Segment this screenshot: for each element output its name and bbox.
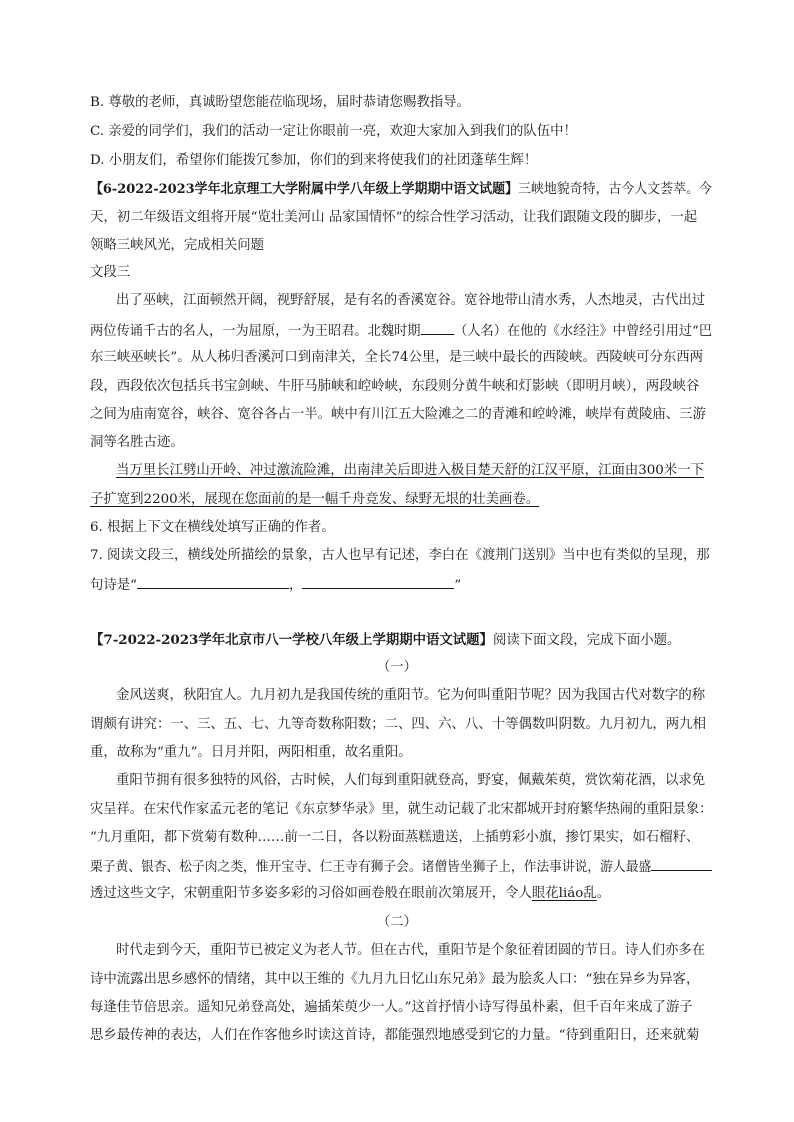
question-7-line-2 <box>90 574 461 596</box>
q7-intro: 阅读下面文段，完成下面小题。 <box>492 633 681 648</box>
author-blank[interactable] <box>421 320 455 335</box>
q7-p2-line-3: “九月重阳，都下赏菊有数种……前一二日，各以粉面蒸糕遗送，上插剪彩小旗，掺饤果实，如石榴籽、 <box>90 830 700 845</box>
q6-p1-line-3: 东三峡巫峡长”。从人秭归香溪河口到南津关，全长74公里，是三峡中最长的西陵峡。西陵峡可分东西两 <box>90 350 704 365</box>
question-7-suffix: ” <box>454 578 462 593</box>
q6-intro-1: 三峡地貌奇特，古今人文荟萃。今 <box>517 182 712 197</box>
poem-blank-2[interactable] <box>302 574 454 589</box>
q7-source: 【7-2022-2023学年北京市八一学校八年级上学期期中语文试题】 <box>90 632 493 648</box>
q6-p2-line-1: 当万里长江劈山开岭、冲过激流险滩，出南津关后即进入极目楚天舒的江汉平原，江面由300米一下 <box>116 463 704 478</box>
q7-p2-line-4 <box>90 856 712 878</box>
q7-p3-line-2: 诗中流露出思乡感怀的情绪，其中以王维的《九月九日忆山东兄弟》最为脍炙人口：“独在异乡为异客， <box>90 972 700 987</box>
question-6: 6. 根据上下文在横线处填写正确的作者。 <box>90 520 335 535</box>
q7-p2-line-1: 重阳节拥有很多独特的风俗，古时候，人们每到重阳就登高，野宴，佩戴茱萸，赏饮菊花酒，以求免 <box>116 773 706 788</box>
q7-header-line <box>90 630 680 651</box>
question-7-line-1: 7. 阅读文段三，横线处所描绘的景象，古人也早有记述，李白在《渡荆门送别》当中也有类似的呈现，那 <box>90 548 710 563</box>
q6-p2-line-2: 子扩宽到2200米，展现在您面前的是一幅千舟竞发、绿野无垠的壮美画卷。 <box>90 492 540 507</box>
q7-p2-line-5 <box>90 884 610 904</box>
q7-p1-line-1: 金风送爽，秋阳宜人。九月初九是我国传统的重阳节。它为何叫重阳节呢？因为我国古代对数字的称 <box>116 688 706 703</box>
q7-p1-line-3: 重，故称为“重九”。日月并阳，两阳相重，故名重阳。 <box>90 745 412 760</box>
poem-blank-1[interactable] <box>137 574 289 589</box>
option-c: C. 亲爱的同学们，我们的活动一定让你眼前一亮，欢迎大家加入到我们的队伍中！ <box>90 124 577 139</box>
question-7-prefix: 句诗是“ <box>90 578 138 593</box>
q6-section-title: 文段三 <box>90 265 131 280</box>
q6-intro-3: 领略三峡风光，完成相关问题 <box>90 238 265 253</box>
q7-p3-line-4: 思乡最传神的表达，人们在作客他乡时读这首诗，都能强烈地感受到它的力量。“待到重阳日，还来就菊 <box>90 1028 700 1043</box>
q6-p1-line-4: 段，西段依次包括兵书宝剑峡、牛肝马肺峡和崆岭峡，东段则分黄牛峡和灯影峡（即明月峡），两段峡谷 <box>90 379 700 394</box>
q7-p2-line-4-text: 栗子黄、银杏、松子肉之类，惟开宝寺、仁王寺有狮子会。诸僧皆坐狮子上，作法事讲说，游人最盛 <box>90 860 652 875</box>
q6-source: 【6-2022-2023学年北京理工大学附属中学八年级上学期期中语文试题】 <box>90 181 518 197</box>
q6-p1-line-6: 洞等名胜古迹。 <box>90 435 184 450</box>
punctuation-blank[interactable] <box>651 856 712 871</box>
question-7-comma: ， <box>289 578 303 593</box>
pinyin-word: 眼花liáo乱 <box>531 886 597 901</box>
q6-intro-2: 天，初二年级语文组将开展“览壮美河山 品家国情怀”的综合性学习活动，让我们跟随文段的脚步，一起 <box>90 210 698 225</box>
q6-p1-line-1: 出了巫峡，江面顿然开阔，视野舒展，是有名的香溪宽谷。宽谷地带山清水秀，人杰地灵，古代出过 <box>116 293 706 308</box>
q7-p2-line-2: 灾呈祥。在宋代作家孟元老的笔记《东京梦华录》里，就生动记载了北宋都城开封府繁华热闹的重阳景象： <box>90 802 713 817</box>
q7-p3-line-1: 时代走到今天，重阳节已被定义为老人节。但在古代，重阳节是个象征着团圆的节日。诗人们亦多在 <box>116 943 706 958</box>
option-d: D. 小朋友们，希望你们能拨冗参加，你们的到来将使我们的社团蓬荜生辉！ <box>90 153 538 168</box>
q6-p1-line-2 <box>90 320 712 342</box>
q6-header-line <box>90 179 712 200</box>
q7-section-2: （二） <box>376 915 418 930</box>
q7-section-1: （一） <box>376 660 418 675</box>
q6-p1-line-2a: 两位传诵千古的名人，一为屈原，一为王昭君。北魏时期 <box>90 324 421 339</box>
option-b: B. 尊敬的老师，真诚盼望您能莅临现场，届时恭请您赐教指导。 <box>90 95 470 110</box>
q7-p1-line-2: 谓颇有讲究：一、三、五、七、九等奇数称阳数；二、四、六、八、十等偶数叫阴数。九月初九，两九相 <box>90 717 706 732</box>
q7-p3-line-3: 每逢佳节倍思亲。遥知兄弟登高处，遍插茱萸少一人。”这首抒情小诗写得虽朴素，但千百年来成了游子 <box>90 1000 693 1015</box>
q7-p2-line-5a: 透过这些文字，宋朝重阳节多姿多彩的习俗如画卷般在眼前次第展开，令人 <box>90 886 532 901</box>
q6-p1-line-5: 之间为庙南宽谷，峡谷、宽谷各占一半。峡中有川江五大险滩之二的青滩和崆岭滩，峡岸有黄陵庙、三游 <box>90 407 706 422</box>
q6-p1-line-2b: （人名）在他的《水经注》中曾经引用过“巴 <box>454 324 713 339</box>
q7-p2-line-5c: 。 <box>596 886 611 901</box>
